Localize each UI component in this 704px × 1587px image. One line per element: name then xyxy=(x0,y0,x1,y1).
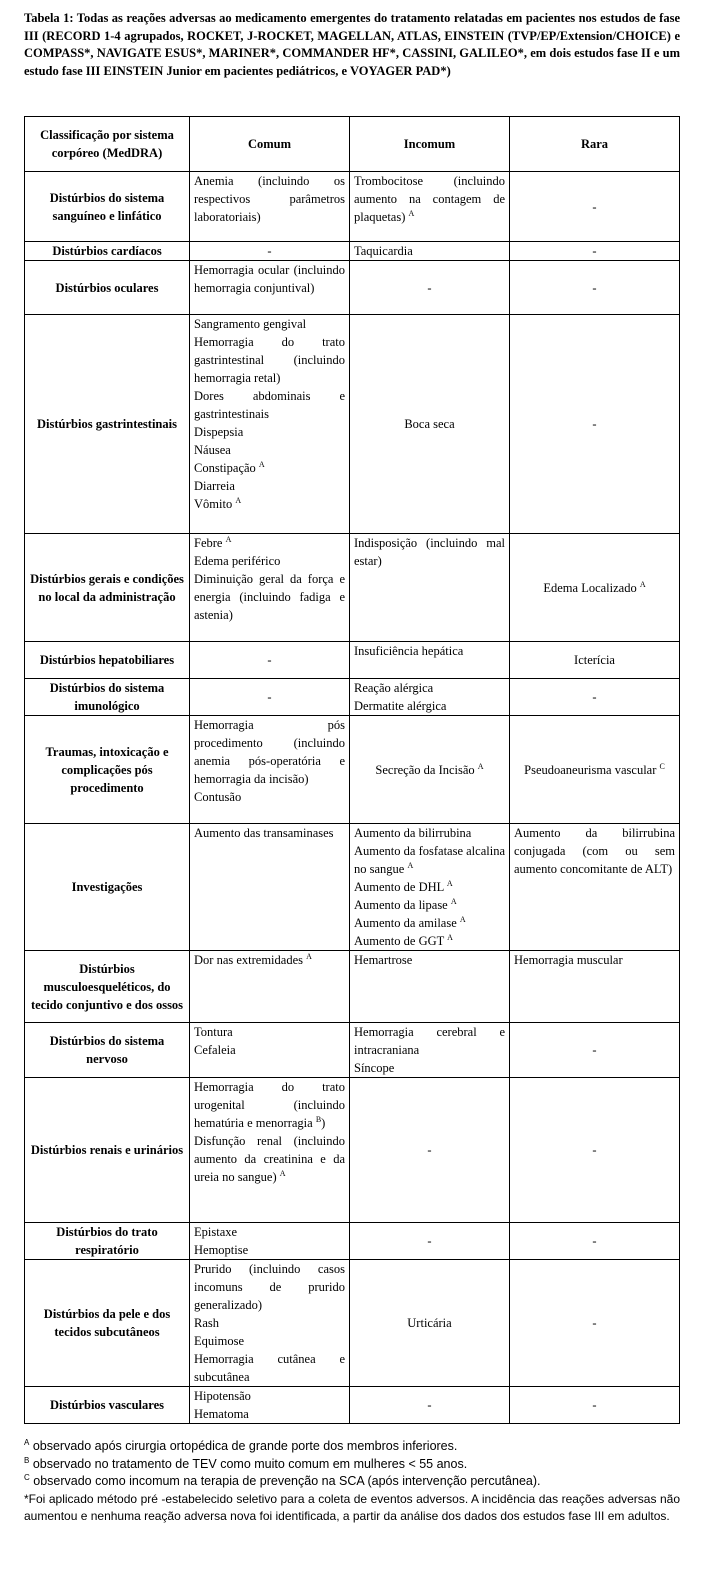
cell-line xyxy=(194,423,345,441)
cell-text: - xyxy=(267,244,272,258)
comum-cell xyxy=(190,1387,350,1424)
footnote-marker: A xyxy=(306,951,312,961)
table-row xyxy=(25,242,680,261)
cell-line xyxy=(514,1396,675,1414)
cell-line xyxy=(194,1332,345,1350)
comum-cell xyxy=(190,1023,350,1078)
cell-line xyxy=(354,1023,505,1059)
cell-text: Diminuição geral da força e energia (incluindo fadiga e astenia) xyxy=(194,572,345,622)
cell-text: - xyxy=(592,1398,597,1412)
cell-line xyxy=(354,1396,505,1414)
incomum-cell xyxy=(350,951,510,1023)
table-row xyxy=(25,534,680,642)
cell-line xyxy=(194,315,345,333)
cell-line xyxy=(354,896,505,914)
comum-cell xyxy=(190,642,350,679)
footnote-marker: A xyxy=(407,860,414,870)
cell-line xyxy=(514,951,675,969)
cell-line xyxy=(194,570,345,624)
rara-cell xyxy=(510,1260,680,1387)
comum-cell xyxy=(190,261,350,315)
cell-text: - xyxy=(592,199,597,214)
footnote xyxy=(24,1456,680,1474)
cell-line xyxy=(194,552,345,570)
cell-line xyxy=(194,951,345,969)
cell-line xyxy=(514,579,675,597)
table-row xyxy=(25,1387,680,1424)
table-caption: Tabela 1: Todas as reações adversas ao medicamento emergentes do tratamento relatadas em pacientes nos estudos de fase III (RECORD 1-4 agrupados, ROCKET, J-ROCKET, MAGELLAN, ATLAS, EINSTEIN (TVP/EP/Extension/CHOICE) e COMPASS*, NAVIGATE ESUS*, MARINER*, COMMANDER HF*, CASSINI, GALILEO*, em dois estudos fase II e um estudo fase III EINSTEIN Junior em pacientes pediátricos, e VOYAGER PAD*) xyxy=(24,11,680,78)
cell-text: - xyxy=(267,653,272,667)
cell-text: - xyxy=(427,280,432,295)
cell-text: Prurido (incluindo casos incomuns de prurido generalizado) xyxy=(194,1262,345,1312)
cell-line xyxy=(354,951,505,969)
cell-text: Epistaxe xyxy=(194,1225,238,1239)
table-row xyxy=(25,1223,680,1260)
rara-cell xyxy=(510,242,680,261)
cell-text: Hemorragia pós procedimento (incluindo anemia pós-operatória e hemorragia da incisão) xyxy=(194,718,345,786)
cell-text: Cefaleia xyxy=(194,1043,236,1057)
footnote-marker: A xyxy=(446,878,453,888)
comum-cell xyxy=(190,315,350,534)
cell-text: Pseudoaneurisma vascular xyxy=(524,762,657,777)
cell-line xyxy=(194,172,345,226)
comum-cell xyxy=(190,172,350,242)
cell-text: - xyxy=(592,244,597,258)
comum-cell xyxy=(190,679,350,716)
classification-cell: Distúrbios do sistema sanguíneo e linfático xyxy=(25,172,190,242)
cell-line xyxy=(194,1314,345,1332)
comum-cell xyxy=(190,1223,350,1260)
footnote-marker: A xyxy=(24,1437,30,1447)
incomum-cell xyxy=(350,642,510,679)
rara-cell xyxy=(510,1023,680,1078)
rara-cell xyxy=(510,679,680,716)
cell-text: Hemorragia cerebral e intracraniana xyxy=(354,1025,505,1057)
footnote-text: observado no tratamento de TEV como muito comum em mulheres < 55 anos. xyxy=(29,1456,468,1471)
classification-cell: Distúrbios hepatobiliares xyxy=(25,642,190,679)
cell-line xyxy=(194,1387,345,1405)
cell-line xyxy=(514,1314,675,1332)
table-row xyxy=(25,951,680,1023)
rara-cell xyxy=(510,534,680,642)
table-row xyxy=(25,1260,680,1387)
cell-line xyxy=(514,415,675,433)
cell-text: - xyxy=(427,1234,432,1248)
incomum-cell xyxy=(350,716,510,824)
rara-cell xyxy=(510,951,680,1023)
table-row xyxy=(25,315,680,534)
cell-line xyxy=(354,172,505,226)
footnote-text: observado após cirurgia ortopédica de grande porte dos membros inferiores. xyxy=(29,1439,458,1453)
cell-line xyxy=(354,679,505,697)
cell-line xyxy=(194,441,345,459)
cell-text: Equimose xyxy=(194,1334,244,1348)
cell-text: Aumento da lipase xyxy=(354,898,448,912)
cell-line xyxy=(514,242,675,260)
cell-text: Aumento da fosfatase alcalina no sangue xyxy=(354,844,505,876)
cell-line xyxy=(194,1023,345,1041)
footnote-marker: A xyxy=(459,914,466,924)
footnote-list xyxy=(24,1438,680,1491)
comum-cell xyxy=(190,824,350,951)
table-row xyxy=(25,261,680,315)
cell-text: Disfunção renal (incluindo aumento da creatinina e da ureia no sangue) xyxy=(194,1134,345,1184)
cell-text: Hemorragia cutânea e subcutânea xyxy=(194,1352,345,1384)
classification-cell: Distúrbios oculares xyxy=(25,261,190,315)
cell-text: Hematoma xyxy=(194,1407,249,1421)
cell-line xyxy=(354,642,505,660)
cell-text: - xyxy=(427,1143,432,1157)
comum-cell xyxy=(190,534,350,642)
cell-text: Síncope xyxy=(354,1061,395,1075)
incomum-cell xyxy=(350,1023,510,1078)
cell-text: - xyxy=(592,417,597,431)
cell-line xyxy=(194,495,345,513)
cell-line xyxy=(194,1350,345,1386)
cell-line xyxy=(194,1041,345,1059)
cell-text: Hemorragia do trato urogenital (incluindo hematúria e menorragia xyxy=(194,1080,345,1130)
final-note: *Foi aplicado método pré -estabelecido seletivo para a coleta de eventos adversos. A incidência das reações adversas não aumentou e nenhuma reação adversa nova foi identificada, a partir da análise dos dados dos estudos fase III em adultos. xyxy=(24,1491,680,1523)
cell-text: Tontura xyxy=(194,1025,233,1039)
cell-text: Aumento da bilirrubina xyxy=(354,826,472,840)
cell-text: Dispepsia xyxy=(194,425,244,439)
footnote-marker: C xyxy=(24,1472,30,1482)
footnote-text: observado como incomum na terapia de prevenção na SCA (após intervenção percutânea). xyxy=(29,1474,541,1488)
incomum-cell xyxy=(350,261,510,315)
classification-cell: Distúrbios do trato respiratório xyxy=(25,1223,190,1260)
footnote-marker: B xyxy=(24,1455,30,1465)
comum-cell xyxy=(190,1260,350,1387)
cell-text: - xyxy=(267,690,272,704)
footnote-marker: A xyxy=(447,932,453,942)
cell-text: Urticária xyxy=(407,1316,452,1330)
cell-line xyxy=(514,1232,675,1250)
cell-text: Hipotensão xyxy=(194,1389,251,1403)
footnote-marker: A xyxy=(258,459,265,469)
table-row xyxy=(25,679,680,716)
cell-text: Contusão xyxy=(194,790,242,804)
cell-text-after: ) xyxy=(321,1116,326,1130)
cell-text: Hemorragia muscular xyxy=(514,953,623,967)
cell-text: Boca seca xyxy=(404,417,455,431)
rara-cell xyxy=(510,315,680,534)
cell-text: Náusea xyxy=(194,443,231,457)
footnote-marker: A xyxy=(408,208,415,218)
cell-text: Dores abdominais e gastrintestinais xyxy=(194,389,345,421)
table-row xyxy=(25,824,680,951)
cell-text: Vômito xyxy=(194,497,233,511)
footnote-marker: A xyxy=(450,896,457,906)
cell-text: Hemoptise xyxy=(194,1243,249,1257)
cell-text: Icterícia xyxy=(574,653,615,667)
footnote-marker: A xyxy=(477,761,484,771)
comum-cell xyxy=(190,242,350,261)
cell-line xyxy=(194,1260,345,1314)
cell-line xyxy=(354,842,505,878)
classification-cell: Distúrbios vasculares xyxy=(25,1387,190,1424)
table-row xyxy=(25,1078,680,1223)
incomum-cell xyxy=(350,1387,510,1424)
cell-line xyxy=(194,534,345,552)
incomum-cell xyxy=(350,315,510,534)
footnote-marker: A xyxy=(225,534,232,544)
table-header-row xyxy=(25,117,680,172)
rara-cell xyxy=(510,261,680,315)
header-incomum: Incomum xyxy=(350,117,510,172)
cell-line xyxy=(354,242,505,260)
cell-text: Sangramento gengival xyxy=(194,317,307,331)
rara-cell xyxy=(510,824,680,951)
footnote-marker: B xyxy=(315,1114,322,1124)
cell-text: Anemia (incluindo os respectivos parâmetros laboratoriais) xyxy=(194,174,345,224)
cell-text: Diarreia xyxy=(194,479,235,493)
incomum-cell xyxy=(350,824,510,951)
cell-text: - xyxy=(592,280,597,295)
table-row xyxy=(25,716,680,824)
classification-cell: Distúrbios gerais e condições no local da administração xyxy=(25,534,190,642)
incomum-cell xyxy=(350,242,510,261)
cell-line xyxy=(514,1141,675,1159)
comum-cell xyxy=(190,716,350,824)
rara-cell xyxy=(510,642,680,679)
rara-cell xyxy=(510,1078,680,1223)
cell-line xyxy=(354,1314,505,1332)
cell-line xyxy=(354,1141,505,1159)
cell-text: Hemorragia do trato gastrintestinal (incluindo hemorragia retal) xyxy=(194,335,345,385)
classification-cell: Distúrbios gastrintestinais xyxy=(25,315,190,534)
cell-line xyxy=(194,824,345,842)
cell-text: Hemorragia ocular (incluindo hemorragia conjuntival) xyxy=(194,263,345,295)
adverse-reactions-table xyxy=(24,116,680,1424)
classification-cell: Distúrbios renais e urinários xyxy=(25,1078,190,1223)
cell-line xyxy=(354,824,505,842)
footnotes xyxy=(24,1438,680,1526)
cell-text: - xyxy=(592,1043,597,1057)
table-row xyxy=(25,642,680,679)
cell-line xyxy=(194,1223,345,1241)
cell-text: Dermatite alérgica xyxy=(354,699,447,713)
cell-line xyxy=(514,651,675,669)
cell-line xyxy=(514,824,675,878)
cell-line xyxy=(514,198,675,216)
footnote-marker: A xyxy=(639,579,646,589)
classification-cell: Investigações xyxy=(25,824,190,951)
cell-line xyxy=(354,761,505,779)
cell-line xyxy=(194,477,345,495)
footnote-marker: A xyxy=(235,495,242,505)
classification-cell: Distúrbios do sistema imunológico xyxy=(25,679,190,716)
incomum-cell xyxy=(350,1223,510,1260)
cell-text: Aumento da amilase xyxy=(354,916,457,930)
cell-line xyxy=(194,333,345,387)
cell-line xyxy=(354,932,505,950)
cell-text: Insuficiência hepática xyxy=(354,644,464,658)
table-row xyxy=(25,172,680,242)
cell-text: Constipação xyxy=(194,461,256,475)
cell-text: Trombocitose (incluindo aumento na contagem de plaquetas) xyxy=(354,174,505,224)
cell-text: - xyxy=(592,1316,597,1330)
cell-line xyxy=(194,387,345,423)
incomum-cell xyxy=(350,679,510,716)
cell-text: Hemartrose xyxy=(354,953,413,967)
comum-cell xyxy=(190,951,350,1023)
classification-cell: Distúrbios musculoesqueléticos, do tecido conjuntivo e dos ossos xyxy=(25,951,190,1023)
cell-line xyxy=(194,1241,345,1259)
cell-text: Reação alérgica xyxy=(354,681,434,695)
incomum-cell xyxy=(350,534,510,642)
rara-cell xyxy=(510,1387,680,1424)
cell-line xyxy=(514,761,675,779)
cell-line xyxy=(194,261,345,297)
cell-line xyxy=(194,651,345,669)
footnote-marker: C xyxy=(659,761,665,771)
classification-cell: Distúrbios cardíacos xyxy=(25,242,190,261)
cell-line xyxy=(194,1405,345,1423)
footnote xyxy=(24,1473,680,1491)
cell-line xyxy=(354,878,505,896)
table-body xyxy=(25,172,680,1424)
table-row xyxy=(25,1023,680,1078)
header-comum: Comum xyxy=(190,117,350,172)
cell-line xyxy=(354,697,505,715)
cell-text: Aumento de DHL xyxy=(354,880,444,894)
cell-line xyxy=(354,415,505,433)
rara-cell xyxy=(510,716,680,824)
classification-cell: Distúrbios do sistema nervoso xyxy=(25,1023,190,1078)
comum-cell xyxy=(190,1078,350,1223)
footnote-marker: A xyxy=(279,1168,286,1178)
classification-cell: Traumas, intoxicação e complicações pós procedimento xyxy=(25,716,190,824)
incomum-cell xyxy=(350,172,510,242)
cell-line xyxy=(194,459,345,477)
cell-line xyxy=(194,1132,345,1186)
cell-line xyxy=(194,716,345,788)
cell-text: - xyxy=(592,690,597,704)
cell-text: Aumento da bilirrubina conjugada (com ou sem aumento concomitante de ALT) xyxy=(514,826,675,876)
cell-text: Dor nas extremidades xyxy=(194,953,303,967)
cell-text: Taquicardia xyxy=(354,244,413,258)
cell-line xyxy=(194,1078,345,1132)
incomum-cell xyxy=(350,1078,510,1223)
cell-text: - xyxy=(427,1398,432,1412)
cell-line xyxy=(514,279,675,297)
cell-line xyxy=(194,788,345,806)
header-classification: Classificação por sistema corpóreo (MedDRA) xyxy=(25,117,190,172)
cell-line xyxy=(354,279,505,297)
cell-line xyxy=(194,688,345,706)
cell-text: Indisposição (incluindo mal estar) xyxy=(354,536,505,568)
rara-cell xyxy=(510,172,680,242)
cell-text: Aumento de GGT xyxy=(354,934,445,948)
cell-line xyxy=(354,1232,505,1250)
cell-text: Febre xyxy=(194,536,223,550)
rara-cell xyxy=(510,1223,680,1260)
footnote xyxy=(24,1438,680,1456)
cell-line xyxy=(514,1041,675,1059)
cell-line xyxy=(354,534,505,570)
cell-text: - xyxy=(592,1234,597,1248)
cell-line xyxy=(514,688,675,706)
cell-text: Aumento das transaminases xyxy=(194,826,334,840)
header-rara: Rara xyxy=(510,117,680,172)
cell-text: Secreção da Incisão xyxy=(375,762,475,777)
classification-cell: Distúrbios da pele e dos tecidos subcutâneos xyxy=(25,1260,190,1387)
cell-line xyxy=(354,1059,505,1077)
cell-text: - xyxy=(592,1143,597,1157)
cell-line xyxy=(194,242,345,260)
cell-line xyxy=(354,914,505,932)
cell-text: Edema Localizado xyxy=(543,580,637,595)
cell-text: Rash xyxy=(194,1316,219,1330)
incomum-cell xyxy=(350,1260,510,1387)
cell-text: Edema periférico xyxy=(194,554,281,568)
